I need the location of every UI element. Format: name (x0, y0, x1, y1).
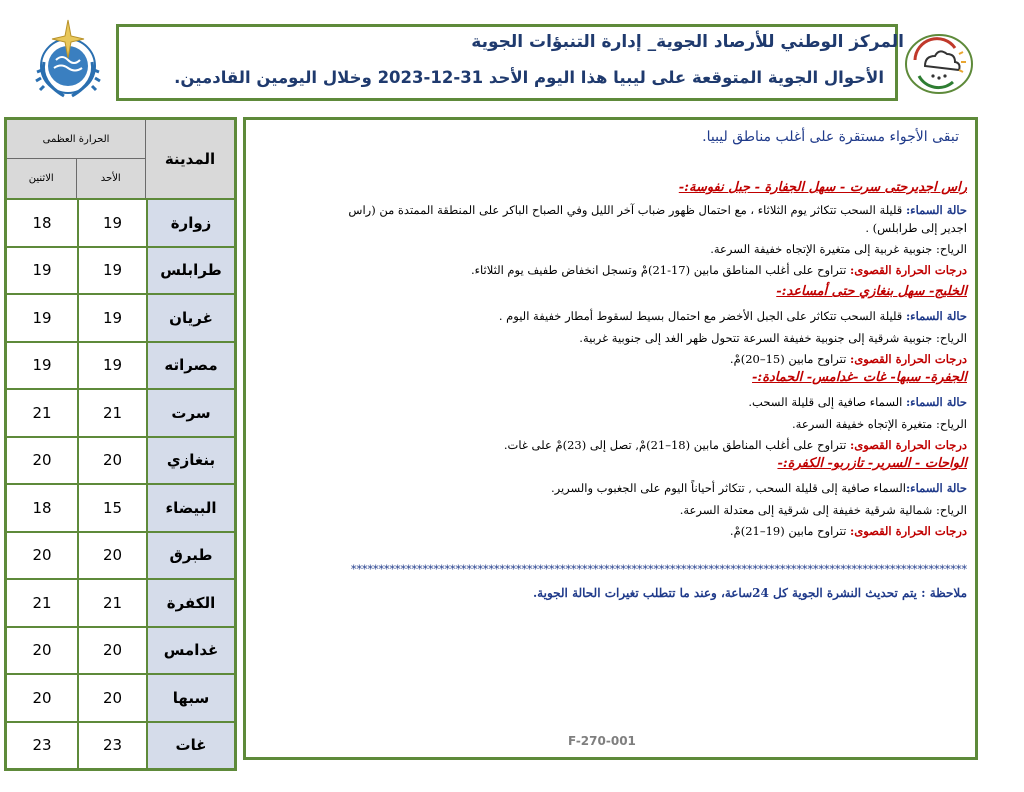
sky-line: حالة السماء:السماء صافية إلى قليلة السحب , تتكاثر أحياناً اليوم على الجغبوب والسرير. (550, 481, 967, 495)
city-name: طرابلس (148, 248, 234, 294)
sunday-temp: 21 (79, 390, 148, 436)
wind-line: الرياح: متغيرة الإتجاه خفيفة السرعة. (792, 417, 967, 431)
table-row (7, 578, 234, 626)
form-code: F-270-001 (568, 734, 636, 748)
wind-line: الرياح: شمالية شرقية خفيفة إلى شرقية إلى معتدلة السرعة. (679, 503, 967, 517)
table-header (7, 120, 234, 198)
city-header: المدينة (146, 120, 234, 198)
city-name: البيضاء (148, 485, 234, 531)
monday-temp: 18 (7, 485, 79, 531)
city-name: سرت (148, 390, 234, 436)
sunday-temp: 20 (79, 628, 148, 674)
table-row (7, 673, 234, 721)
city-name: غدامس (148, 628, 234, 674)
city-name: طبرق (148, 533, 234, 579)
intro-text: تبقى الأجواء مستقرة على أغلب مناطق ليبيا. (702, 129, 959, 145)
sky-line: حالة السماء: قليلة السحب تتكاثر يوم الثلاثاء ، مع احتمال ظهور ضباب آخر الليل وفي الصباح الباكر على المنطقة الممتدة من (راس (348, 203, 967, 217)
sky-line: حالة السماء: السماء صافية إلى قليلة السحب. (748, 395, 967, 409)
sunday-temp: 19 (79, 248, 148, 294)
header-title: المركز الوطني للأرصاد الجوية_ إدارة التنبؤات الجوية (471, 32, 904, 52)
table-row (7, 388, 234, 436)
region-title: الواحات - السرير- تازربو- الكفرة:- (777, 456, 967, 471)
max-temperature-table (4, 117, 237, 771)
sunday-temp: 20 (79, 438, 148, 484)
sunday-temp: 19 (79, 343, 148, 389)
sunday-temp: 20 (79, 533, 148, 579)
table-row (7, 246, 234, 294)
sunday-temp: 15 (79, 485, 148, 531)
city-name: بنغازي (148, 438, 234, 484)
wind-line: الرياح: جنوبية شرقية إلى جنوبية خفيفة السرعة تتحول ظهر الغد إلى جنوبية غربية. (579, 331, 967, 345)
monday-temp: 20 (7, 438, 79, 484)
table-row (7, 198, 234, 246)
region-title: الجفرة- سبها- غات -غدامس- الحمادة:- (752, 370, 967, 385)
wind-line: الرياح: جنوبية غربية إلى متغيرة الإتجاه خفيفة السرعة. (710, 242, 967, 256)
forecast-bulletin (243, 117, 978, 760)
monday-header: الاثنين (7, 159, 77, 198)
sunday-temp: 19 (79, 295, 148, 341)
monday-temp: 21 (7, 580, 79, 626)
sunday-temp: 20 (79, 675, 148, 721)
temp-line: درجات الحرارة القصوى: تتراوح مابين (19–21)مْ. (729, 524, 967, 538)
sunday-header: الأحد (77, 159, 147, 198)
table-row (7, 436, 234, 484)
region-title: راس اجديرحتى سرت - سهل الجفارة - جبل نفوسة:- (678, 180, 967, 195)
update-note: ملاحظة : يتم تحديث النشرة الجوية كل 24ساعة، وعند ما تتطلب تغيرات الحالة الجوية. (533, 586, 967, 600)
wmo-emblem-icon (26, 18, 110, 104)
monday-temp: 20 (7, 533, 79, 579)
table-row (7, 721, 234, 769)
city-name: غريان (148, 295, 234, 341)
table-row (7, 531, 234, 579)
region-title: الخليج- سهل بنغازي حتى أمساعد:- (776, 284, 967, 299)
city-name: الكفرة (148, 580, 234, 626)
sunday-temp: 23 (79, 723, 148, 769)
monday-temp: 18 (7, 200, 79, 246)
monday-temp: 19 (7, 343, 79, 389)
monday-temp: 21 (7, 390, 79, 436)
sunday-temp: 19 (79, 200, 148, 246)
temp-line: درجات الحرارة القصوى: تتراوح على أغلب المناطق مابين (18–21)مْ, تصل إلى (23)مْ على غات. (503, 438, 967, 452)
table-row (7, 341, 234, 389)
monday-temp: 19 (7, 295, 79, 341)
header-subtitle: الأحوال الجوية المتوقعة على ليبيا هذا اليوم الأحد 31-12-2023 وخلال اليومين القادمين. (174, 68, 884, 87)
separator-stars: **************************************************************************************************************** (351, 563, 967, 576)
table-row (7, 626, 234, 674)
monday-temp: 20 (7, 675, 79, 721)
max-temp-header: الحرارة العظمى (7, 120, 146, 159)
city-name: مصراته (148, 343, 234, 389)
sunday-temp: 21 (79, 580, 148, 626)
sky-line: حالة السماء: قليلة السحب تتكاثر على الجبل الأخضر مع احتمال بسيط لسقوط أمطار خفيفة اليوم . (498, 309, 967, 323)
city-name: زوارة (148, 200, 234, 246)
sky-line-cont: اجدير إلى طرابلس) . (865, 221, 967, 235)
monday-temp: 23 (7, 723, 79, 769)
table-row (7, 483, 234, 531)
temp-line: درجات الحرارة القصوى: تتراوح مابين (15–20)مْ. (729, 352, 967, 366)
table-row (7, 293, 234, 341)
monday-temp: 20 (7, 628, 79, 674)
city-name: سبها (148, 675, 234, 721)
city-name: غات (148, 723, 234, 769)
monday-temp: 19 (7, 248, 79, 294)
temp-line: درجات الحرارة القصوى: تتراوح على أغلب المناطق مابين (17-21)مْ وتسجل انخفاض طفيف يوم الثلاثاء. (470, 263, 967, 277)
ncm-cloud-logo-icon (903, 32, 975, 96)
